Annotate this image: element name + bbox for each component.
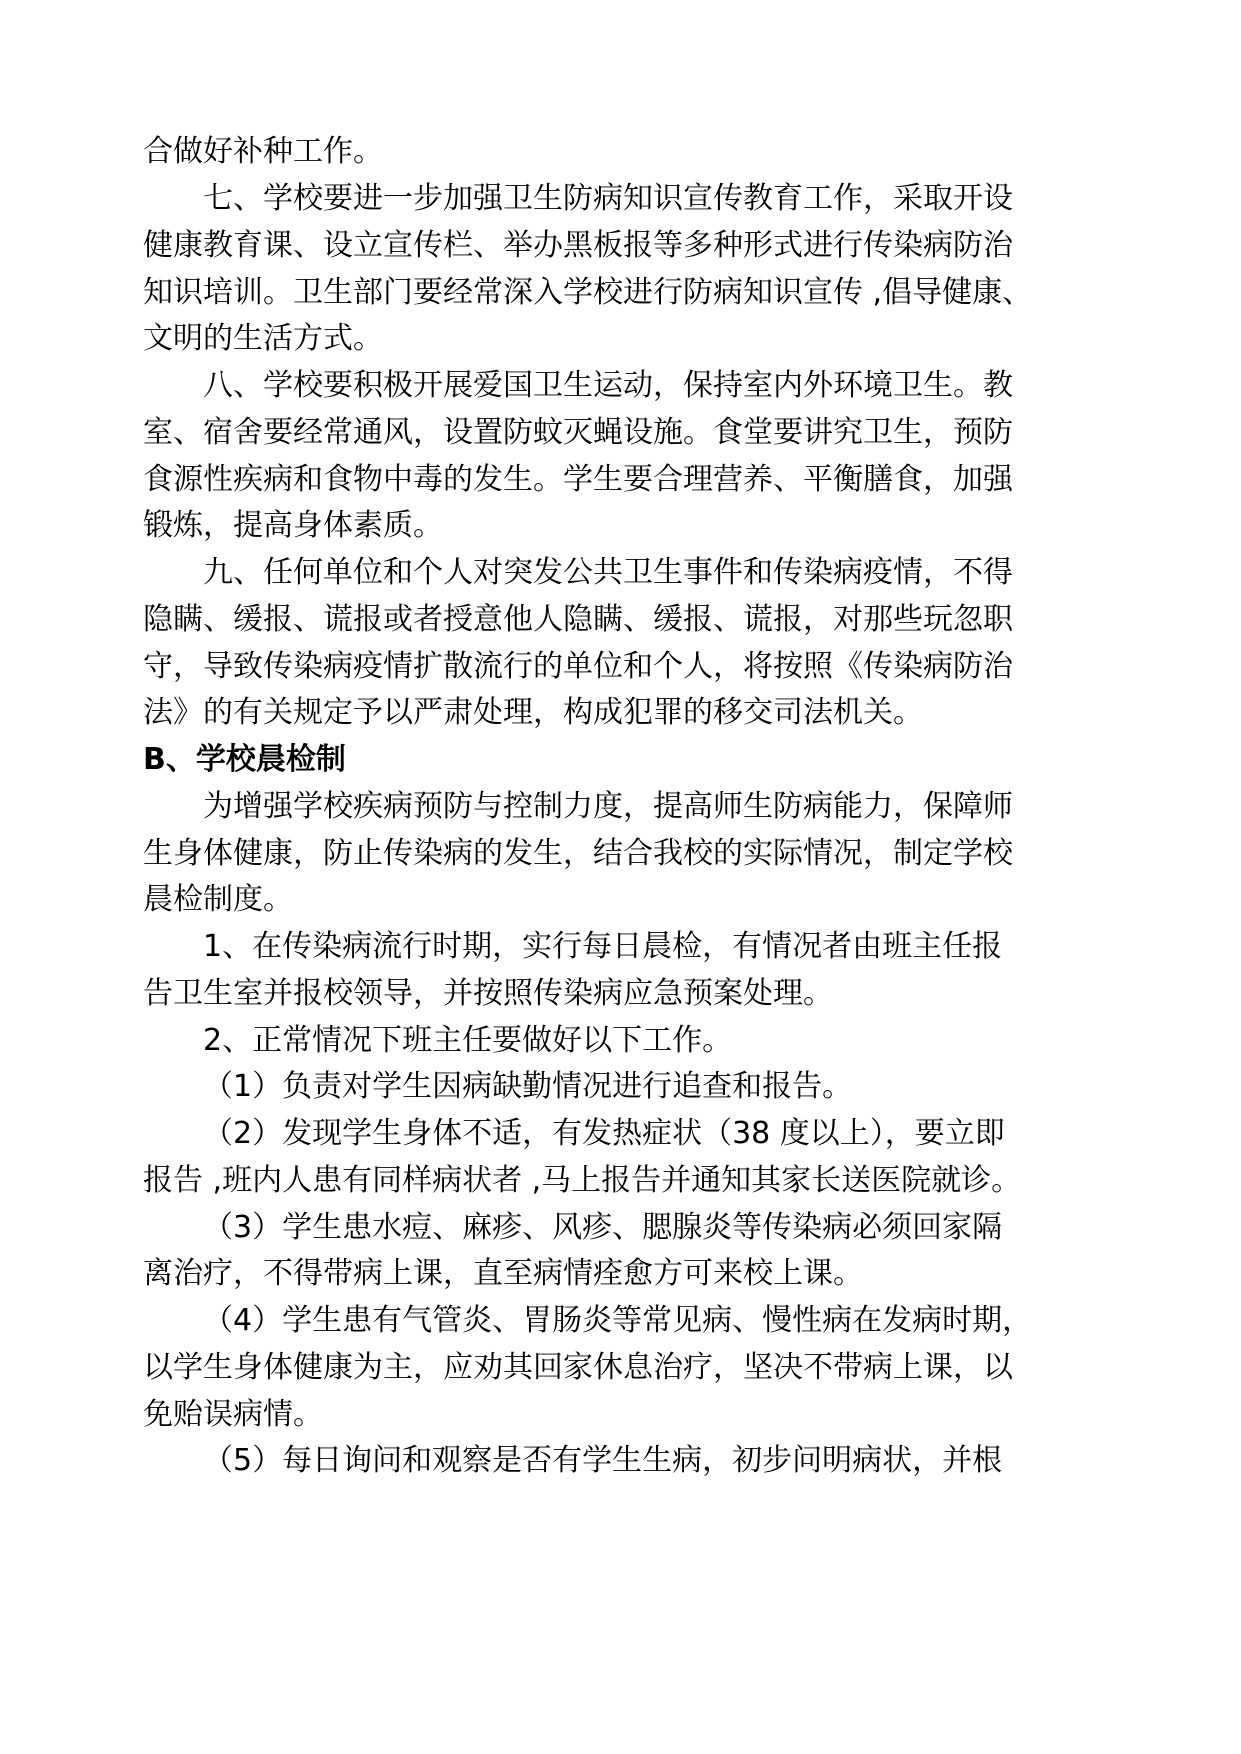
text-line: 免贻误病情。 (143, 1397, 323, 1432)
text-line: 隐瞒、缓报、谎报或者授意他人隐瞒、缓报、谎报，对那些玩忽职 (143, 602, 1013, 637)
text-line: （3）学生患水痘、麻疹、风疹、腮腺炎等传染病必须回家隔 (203, 1210, 1003, 1245)
text-line: 告卫生室并报校领导，并按照传染病应急预案处理。 (143, 976, 833, 1011)
text-line: 食源性疾病和食物中毒的发生。学生要合理营养、平衡膳食，加强 (143, 462, 1013, 497)
text-line: 室、宿舍要经常通风，设置防蚊灭蝇设施。食堂要讲究卫生，预防 (143, 415, 1013, 450)
text-line: 知识培训。卫生部门要经常深入学校进行防病知识宣传 ,倡导健康、 (143, 275, 1033, 310)
text-line: 以学生身体健康为主，应劝其回家休息治疗，坚决不带病上课，以 (143, 1350, 1013, 1385)
text-line: 七、学校要进一步加强卫生防病知识宣传教育工作，采取开设 (203, 181, 1013, 216)
text-line: 文明的生活方式。 (143, 321, 383, 356)
text-line: 2、正常情况下班主任要做好以下工作。 (203, 1023, 733, 1058)
text-line: （4）学生患有气管炎、胃肠炎等常见病、慢性病在发病时期， (203, 1303, 1033, 1338)
text-line: 合做好补种工作。 (143, 134, 383, 169)
text-line: （1）负责对学生因病缺勤情况进行追查和报告。 (203, 1069, 853, 1104)
section-heading: B、学校晨检制 (143, 742, 346, 777)
text-line: 锻炼，提高身体素质。 (143, 508, 443, 543)
text-line: 健康教育课、设立宣传栏、举办黑板报等多种形式进行传染病防治 (143, 228, 1013, 263)
text-line: 八、学校要积极开展爱国卫生运动，保持室内外环境卫生。教 (203, 368, 1013, 403)
text-line: 1、在传染病流行时期，实行每日晨检，有情况者由班主任报 (203, 929, 1003, 964)
text-line: 九、任何单位和个人对突发公共卫生事件和传染病疫情，不得 (203, 555, 1013, 590)
text-line: 守，导致传染病疫情扩散流行的单位和个人，将按照《传染病防治 (143, 649, 1013, 684)
text-line: 晨检制度。 (143, 882, 293, 917)
text-line: 报告 ,班内人患有同样病状者 ,马上报告并通知其家长送医院就诊。 (143, 1163, 1022, 1198)
text-line: （2）发现学生身体不适，有发热症状（38 度以上），要立即 (203, 1116, 1005, 1151)
text-line: 离治疗，不得带病上课，直至病情痊愈方可来校上课。 (143, 1256, 863, 1291)
text-line: （5）每日询问和观察是否有学生生病，初步问明病状，并根 (203, 1443, 1003, 1478)
text-line: 为增强学校疾病预防与控制力度，提高师生防病能力，保障师 (203, 789, 1013, 824)
text-line: 法》的有关规定予以严肃处理，构成犯罪的移交司法机关。 (143, 695, 923, 730)
text-line: 生身体健康，防止传染病的发生，结合我校的实际情况，制定学校 (143, 836, 1013, 871)
